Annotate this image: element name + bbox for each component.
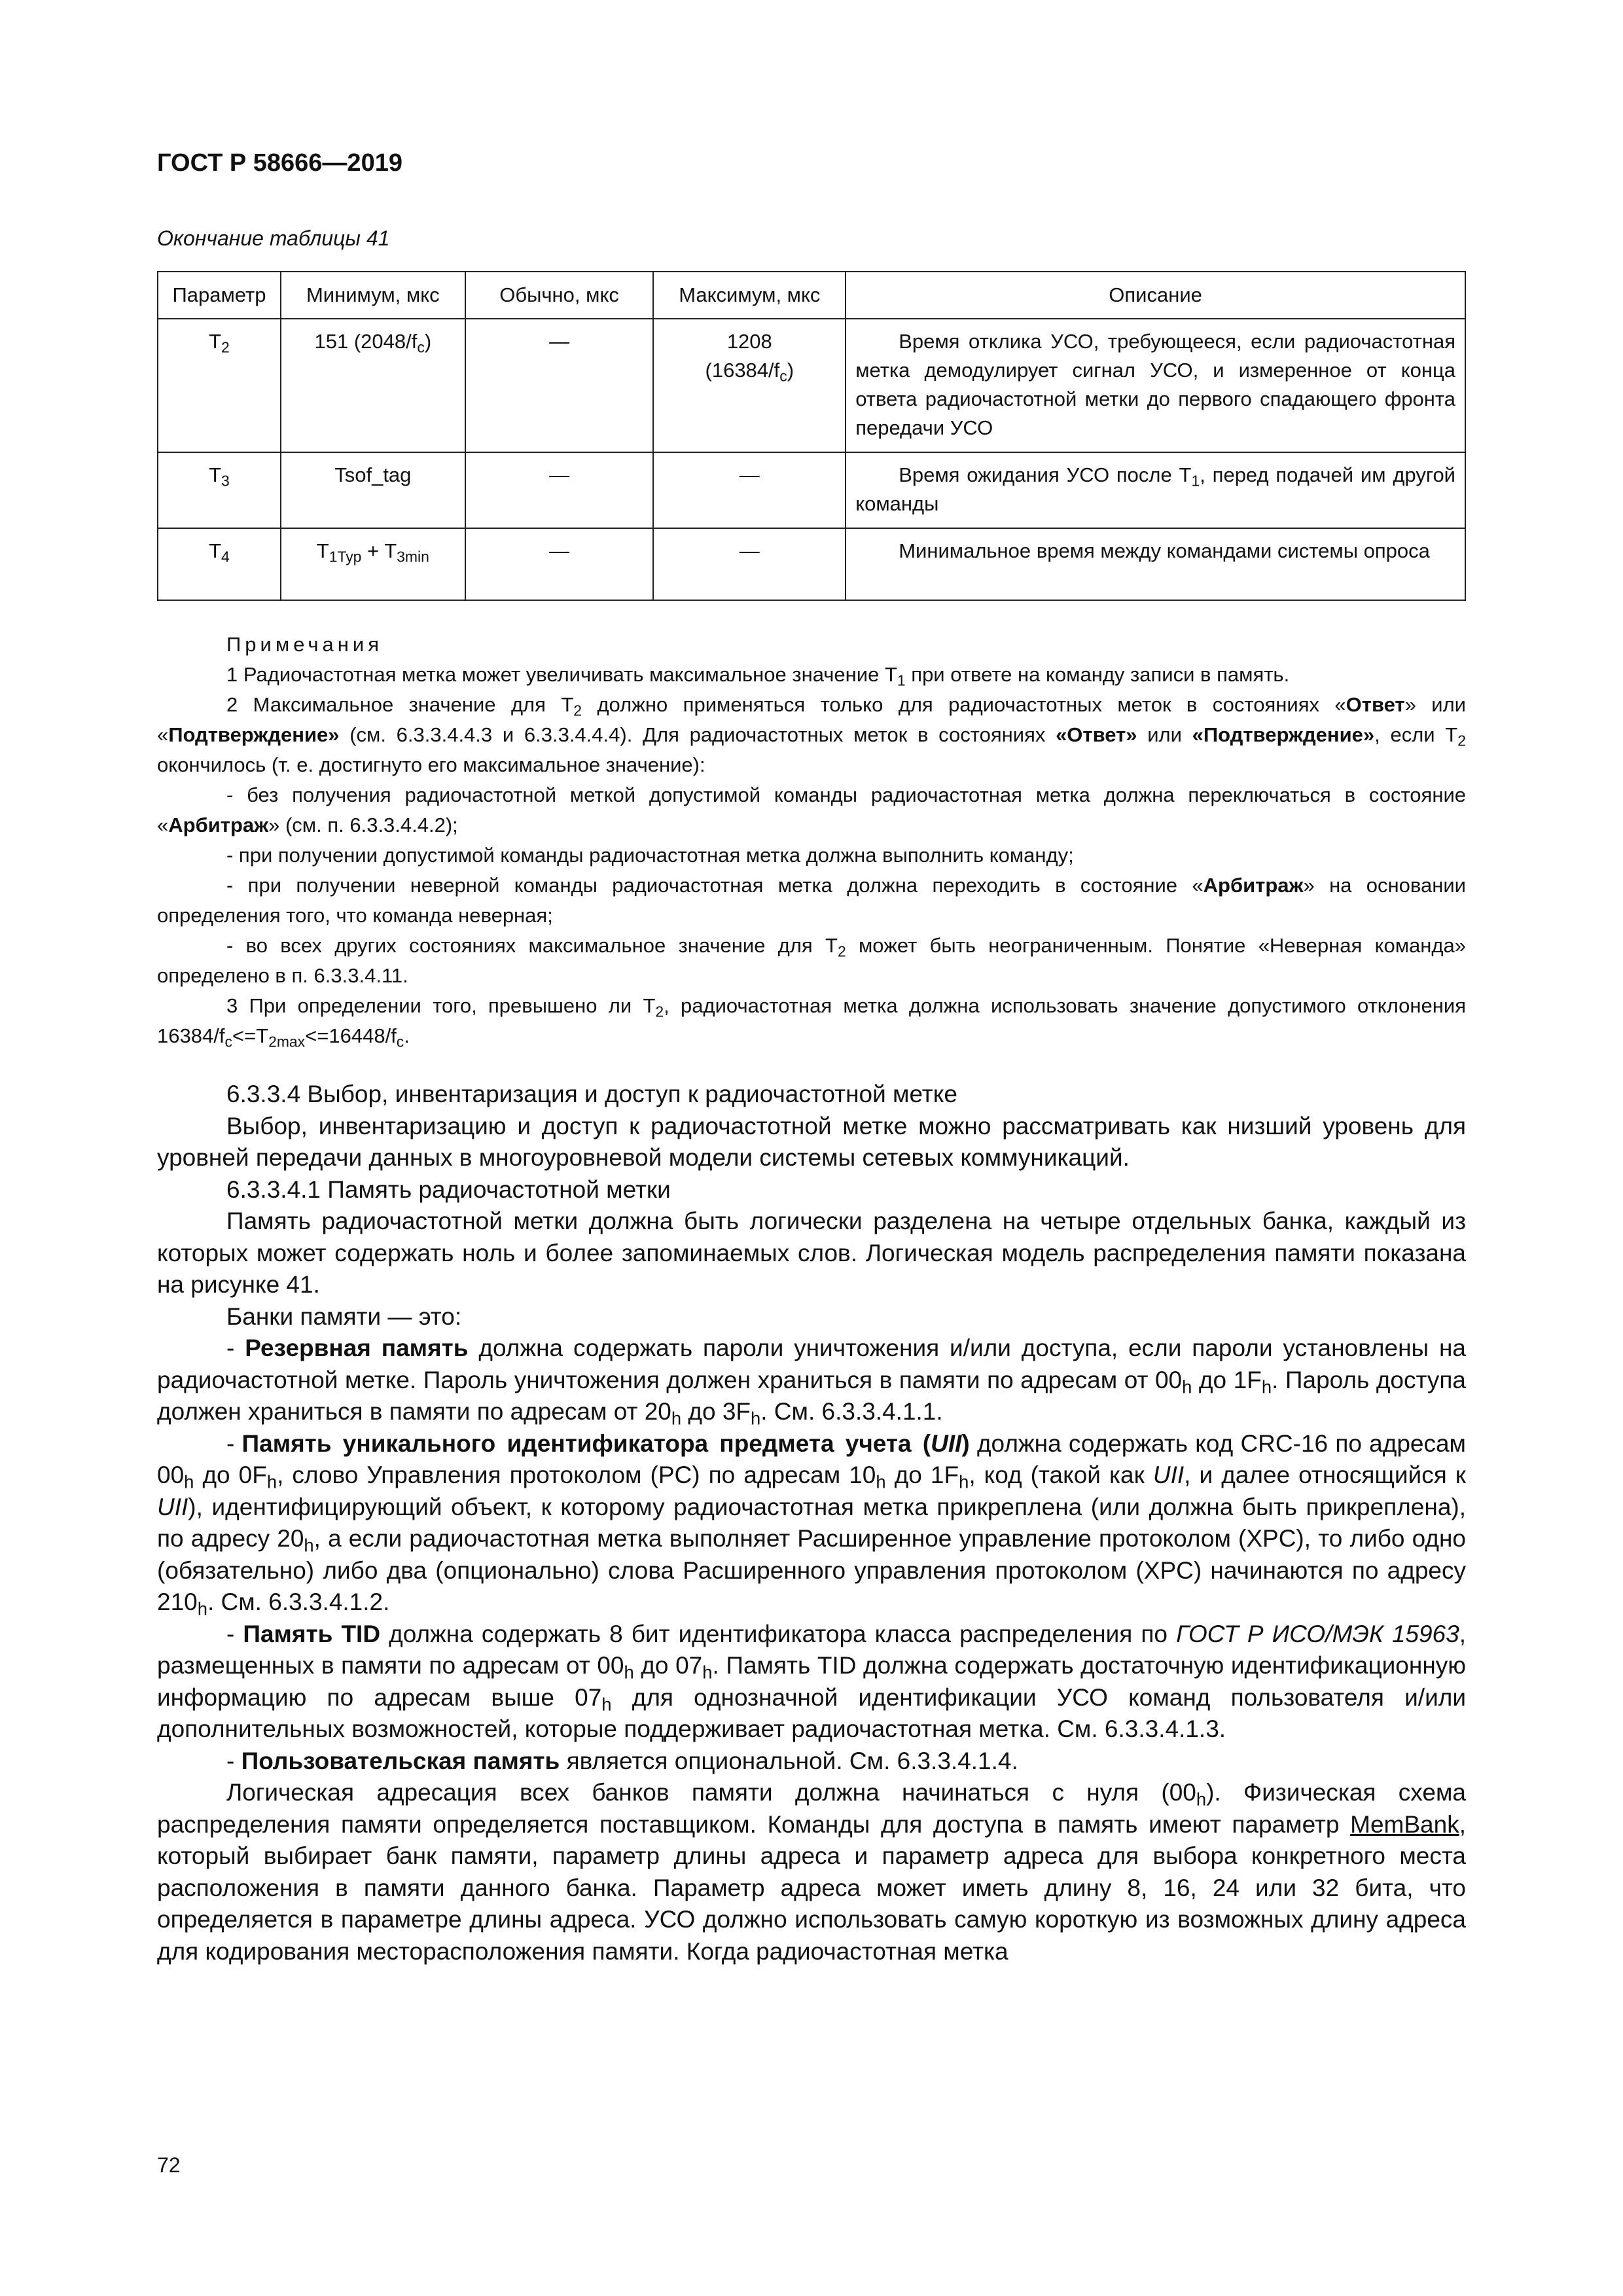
body-text	[157, 1079, 1466, 1967]
cell-maximum: —	[653, 528, 846, 600]
header-parameter: Параметр	[158, 272, 281, 319]
note-2-bullet: - во всех других состояниях максимальное значение для $T_2$ может быть неограниченным. Понятие «Неверная команда» определено в п. 6.3.3.4.11.	[157, 934, 1466, 987]
table-41	[157, 271, 1466, 601]
section-heading-6-3-3-4: 6.3.3.4 Выбор, инвентаризация и доступ к радиочастотной метке	[226, 1081, 957, 1107]
table-row	[158, 319, 1465, 452]
note-1: 1 Радиочастотная метка может увеличивать максимальное значение $T_1$ при ответе на команду записи в память.	[226, 663, 1290, 689]
note-2-bullet: - при получении допустимой команды радиочастотная метка должна выполнить команду;	[226, 844, 1074, 867]
cell-minimum: Tsof_tag	[281, 452, 465, 528]
cell-parameter: $T_2$	[158, 319, 281, 452]
table-row	[158, 452, 1465, 528]
cell-typical: —	[465, 319, 654, 452]
note-2: 2 Максимальное значение для $T_2$ должно применяться только для радиочастотных меток в состояниях «Ответ» или «Подтверждение» (см. 6.3.3.4.4.3 и 6.3.3.4.4.4). Для радиочастотных меток в состояниях «Ответ» или «Подтверждение», если $T_2$ окончилось (т. е. достигнуто его максимальное значение):	[157, 693, 1466, 776]
cell-maximum: —	[653, 452, 846, 528]
cell-typical: —	[465, 528, 654, 600]
note-3: 3 При определении того, превышено ли $T_2$, радиочастотная метка должна использовать значение допустимого отклонения $16384/f_c<=T_{2max}<=16448/f_c$.	[157, 994, 1466, 1050]
cell-description: Время ожидания УСО после $T_1$, перед подачей им другой команды	[846, 452, 1465, 528]
paragraph: Банки памяти — это:	[226, 1302, 462, 1330]
header-minimum: Минимум, мкс	[281, 272, 465, 319]
note-2-bullet: - без получения радиочастотной меткой допустимой команды радиочастотная метка должна переключаться в состояние «Арбитраж» (см. п. 6.3.3.4.4.2);	[157, 783, 1466, 836]
table-notes	[157, 630, 1466, 1051]
cell-parameter: $T_4$	[158, 528, 281, 600]
notes-heading: Примечания	[226, 633, 383, 656]
cell-description: Время отклика УСО, требующееся, если радиочастотная метка демодулирует сигнал УСО, и измеренное от конца ответа радиочастотной метки до первого спадающего фронта передачи УСО	[846, 319, 1465, 452]
header-description: Описание	[846, 272, 1465, 319]
list-item-uii-memory: - Память уникального идентификатора предмета учета (UII) должна содержать код CRC-16 по адресам $00_h$ до $0F_h$, слово Управления протоколом (PC) по адресам $10_h$ до $1F_h$, код (такой как UII, и далее относящийся к UII), идентифицирующий объект, к которому радиочастотная метка прикреплена (или должна быть прикреплена), по адресу $20_h$, а если радиочастотная метка выполняет Расширенное управление протоколом (XPC), то либо одно (обязательно) либо два (опционально) слова Расширенного управления протоколом (XPC) начинаются по адресу $210_h$. См. 6.3.3.4.1.2.	[157, 1429, 1466, 1619]
section-heading-6-3-3-4-1: 6.3.3.4.1 Память радиочастотной метки	[226, 1175, 671, 1203]
paragraph: Память радиочастотной метки должна быть логически разделена на четыре отдельных банка, каждый из которых может содержать ноль и более запоминаемых слов. Логическая модель распределения памяти показана на рисунке 41.	[157, 1208, 1466, 1298]
cell-minimum: $T_{1Typ} + T_{3min}$	[281, 528, 465, 600]
cell-maximum: 1208 $(16384/f_c)$	[653, 319, 846, 452]
note-2-bullet: - при получении неверной команды радиочастотная метка должна переходить в состояние «Арбитраж» на основании определения того, что команда неверная;	[157, 874, 1466, 927]
header-typical: Обычно, мкс	[465, 272, 654, 319]
list-item-reserved-memory: - Резервная память должна содержать пароли уничтожения и/или доступа, если пароли установлены на радиочастотной метке. Пароль уничтожения должен храниться в памяти по адресам от $00_h$ до $1F_h$. Пароль доступа должен храниться в памяти по адресам от $20_h$ до $3F_h$. См. 6.3.3.4.1.1.	[157, 1335, 1466, 1429]
table-caption: Окончание таблицы 41	[157, 226, 390, 250]
list-item-user-memory: - Пользовательская память является опциональной. См. 6.3.3.4.1.4.	[226, 1747, 1018, 1774]
paragraph-logical-addressing: Логическая адресация всех банков памяти должна начинаться с нуля $(00_h)$. Физическая схема распределения памяти определяется поставщиком. Команды для доступа в память имеют параметр MemBank, который выбирает банк памяти, параметр длины адреса и параметр адреса для выбора конкретного места расположения в памяти данного банка. Параметр адреса может иметь длину 8, 16, 24 или 32 бита, что определяется в параметре длины адреса. УСО должно использовать самую короткую из возможных длину адреса для кодирования месторасположения памяти. Когда радиочастотная метка	[157, 1779, 1466, 1965]
cell-description: Минимальное время между командами системы опроса	[846, 528, 1465, 600]
document-code: ГОСТ Р 58666—2019	[157, 149, 402, 177]
cell-parameter: $T_3$	[158, 452, 281, 528]
cell-minimum: 151 $(2048/f_c)$	[281, 319, 465, 452]
cell-typical: —	[465, 452, 654, 528]
membank-term: MemBank	[1350, 1810, 1459, 1838]
table-header-row	[158, 272, 1465, 319]
header-maximum: Максимум, мкс	[653, 272, 846, 319]
paragraph: Выбор, инвентаризацию и доступ к радиочастотной метке можно рассматривать как низший уровень для уровней передачи данных в многоуровневой модели системы сетевых коммуникаций.	[157, 1112, 1466, 1171]
table-row	[158, 528, 1465, 600]
page-number: 72	[157, 2153, 181, 2177]
list-item-tid-memory: - Память TID должна содержать 8 бит идентификатора класса распределения по ГОСТ Р ИСО/МЭК 15963, размещенных в памяти по адресам от $00_h$ до $07_h$. Память TID должна содержать достаточную идентификационную информацию по адресам выше $07_h$ для однозначной идентификации УСО команд пользователя и/или дополнительных возможностей, которые поддерживает радиочастотная метка. См. 6.3.3.4.1.3.	[157, 1620, 1467, 1742]
